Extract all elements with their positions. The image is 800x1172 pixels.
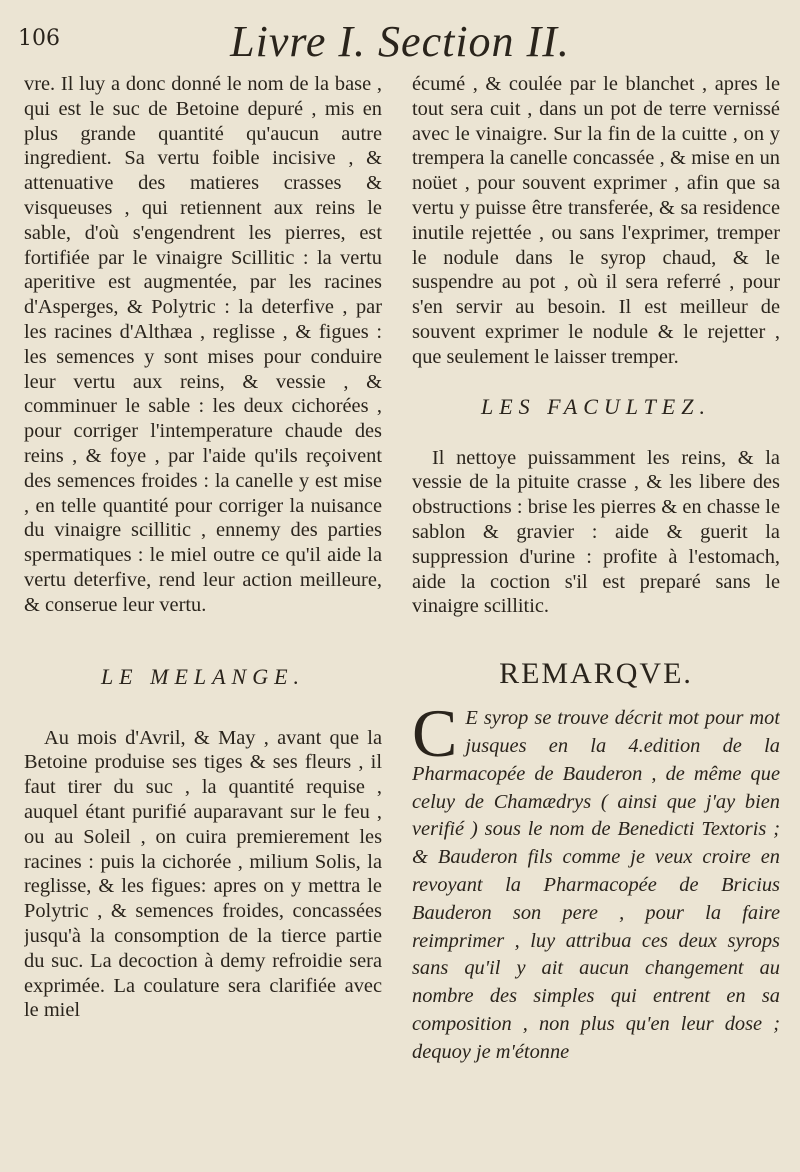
left-column [24, 72, 382, 1132]
body-paragraph: Au mois d'Avril, & May , avant que la Betoine produise ses tiges & ses fleurs , il faut tirer du suc , la quantité requise , auquel étant purifié auparavant sur le feu , ou au Soleil , on cuira premierement les racines : puis la cichorée , milium Solis, la reglisse, & les figues: apres on y mettra le Polytric , & semences froides, concassées jusqu'à la consomption de la tierce partie du suc. La decoction à demy refroidie sera exprimée. La coulature sera clarifiée avec le miel [24, 726, 382, 1022]
running-header [18, 16, 782, 66]
right-column [412, 72, 780, 1132]
body-paragraph: écumé , & coulée par le blanchet , apres le tout sera cuit , dans un pot de terre vernissé avec le vinaigre. Sur la fin de la cuitte , on y trempera la canelle concassée , & mise en un noüet , pour souvent exprimer , afin que sa vertu y puisse être transferée, & sa residence inutile rejettée , ou sans l'exprimer, tremper le nodule dans le syrop chaud, & le suspendre au pot , où il sera referré , pour s'en servir au besoin. Il est meilleur de souvent exprimer le nodule & le rejetter , que seulement le laisser tremper. [412, 73, 780, 368]
body-paragraph: Il nettoye puissamment les reins, & la vessie de la pituite crasse , & les libere des obstructions : brise les pierres & en chasse le sablon & gravier : aide & guerit la suppression d'urine : profite à l'estomach, aide la coction s'il est preparé sans le vinaigre scillitic. [412, 446, 780, 618]
body-paragraph: vre. Il luy a donc donné le nom de la base , qui est le suc de Betoine depuré , mis en plus grande quantité qu'aucun autre ingredient. Sa vertu foible incisive , & attenuative des matieres crasses & visqueuses , qui retiennent aux reins le sable, d'où s'engendrent les pierres, est fortifiée par le vinaigre Scillitic : la vertu aperitive est augmentée, par les racines d'Asperges, & Polytric : la deterfive , par les racines d'Althæa , reglisse , & figues : les semences y sont mises pour conduire leur vertu aux reins, & vessie , & comminuer le sable : les deux cichorées , pour corriger l'intemperature chaude des reins , & foye , par l'aide qu'ils reçoivent des semences froides : la canelle y est mise , en telle quantité pour corriger la nuisance du vinaigre scillitic , ennemy des parties spermatiques : le miel outre ce qu'il aide la vertu deterfive, rend leur action meilleure, & conserue leur vertu. [24, 73, 382, 616]
page-number: 106 [18, 26, 60, 51]
section-heading-facultez: LES FACULTEZ. [481, 393, 711, 419]
drop-cap: C [412, 695, 458, 772]
section-heading-remarque: REMARQVE. [499, 657, 693, 691]
section-heading-melange: LE MELANGE. [100, 663, 306, 689]
remarque-paragraph: E syrop se trouve décrit mot pour mot jusques en la 4.edition de la Pharmacopée de Bauderon , de même que celuy de Chamædrys ( ainsi que j'ay bien verifié ) sous le nom de Benedicti Textoris ; & Bauderon fils comme je veux croire en revoyant la Pharmacopée de Bricius Bauderon son pere , pour la faire reimprimer , luy attribua ces deux syrops sans qu'il y ait aucun changement au nombre des simples qui entrent en sa composition , non plus qu'en leur dose ; dequoy je m'étonne [412, 707, 780, 1063]
remarque-block [412, 695, 780, 1066]
running-title: Livre I. Section II. [230, 17, 570, 66]
